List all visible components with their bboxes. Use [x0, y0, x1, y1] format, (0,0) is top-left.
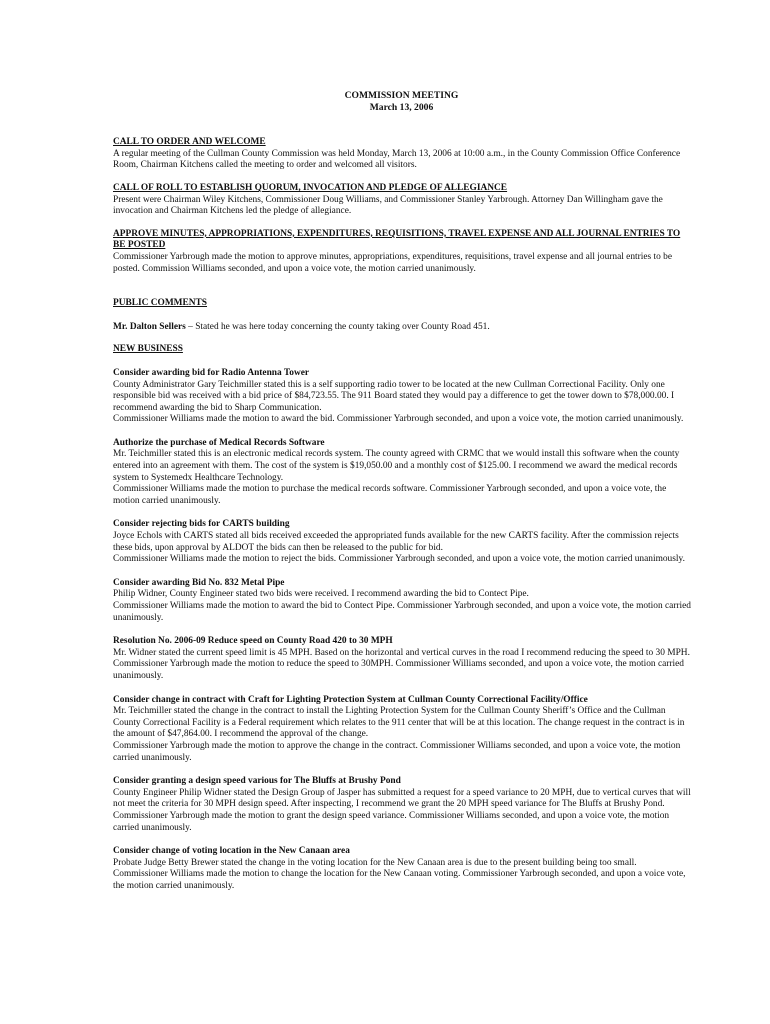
public-comment-speaker: Mr. Dalton Sellers — [113, 321, 186, 332]
approve-minutes-text: Commissioner Yarbrough made the motion to approve minutes, appropriations, expenditures, requisitions, travel expense and all journal entries to be posted. Commission Williams seconded, and upon a voice vote, the motion carried unanimously. — [113, 251, 672, 274]
business-item-heading: Consider change in contract with Craft for Lighting Protection System at Cullman County Correctional Facility/Office — [113, 694, 588, 705]
business-item — [113, 438, 691, 508]
business-item-motion: Commissioner Yarbrough made the motion to reduce the speed to 30MPH. Commissioner Williams seconded, and upon a voice vote, the motion carried unanimously. — [113, 659, 684, 681]
business-item-motion: Commissioner Williams made the motion to award the bid to Contect Pipe. Commissioner Yarbrough seconded, and upon a voice vote, the motion carried unanimously. — [113, 601, 691, 623]
business-item-body: Joyce Echols with CARTS stated all bids received exceeded the appropriated funds available for the new CARTS facility. After the commission rejects these bids, upon approval by ALDOT the bids can then be released to the public for bid. — [113, 531, 679, 553]
business-item — [113, 578, 691, 624]
document-content — [113, 90, 691, 892]
business-item-heading: Consider awarding bid for Radio Antenna Tower — [113, 367, 310, 378]
business-item-body: Probate Judge Betty Brewer stated the change in the voting location for the New Canaan area is due to the present building being too small. — [113, 857, 637, 868]
approve-minutes-section — [113, 229, 691, 275]
business-item — [113, 776, 691, 834]
business-item-heading: Authorize the purchase of Medical Records Software — [113, 437, 325, 448]
roll-call-text: Present were Chairman Wiley Kitchens, Commissioner Doug Williams, and Commissioner Stanley Yarbrough. Attorney Dan Willingham gave the invocation and Chairman Kitchens led the pledge of allegiance. — [113, 194, 663, 217]
public-comments-section — [113, 298, 691, 333]
business-item-heading: Consider change of voting location in the New Canaan area — [113, 846, 350, 857]
public-comment-text: – Stated he was here today concerning the county taking over County Road 451. — [185, 321, 490, 332]
business-item-body: Mr. Teichmiller stated the change in the contract to install the Lighting Protection System for the Cullman County Sheriff’s Office and the Cullman County Correctional Facility is a Federal requirement which relates to the 911 center that will be at this location. The change request in the contract is in the amount of $47,864.00. I recommend the approval of the change. — [113, 706, 685, 740]
public-comment-entry — [113, 322, 691, 334]
business-item-motion: Commissioner Yarbrough made the motion to grant the design speed variance. Commissioner Williams seconded, and upon a voice vote, the motion carried unanimously. — [113, 810, 670, 833]
business-item-heading: Consider granting a design speed various for The Bluffs at Brushy Pond — [113, 776, 401, 787]
business-item-body: Philip Widner, County Engineer stated two bids were received. I recommend awarding the bid to Contect Pipe. — [113, 589, 529, 600]
call-to-order-section — [113, 137, 691, 172]
business-item-heading: Resolution No. 2006-09 Reduce speed on County Road 420 to 30 MPH — [113, 636, 393, 647]
call-to-order-text: A regular meeting of the Cullman County Commission was held Monday, March 13, 2006 at 10:00 a.m., in the County Commission Office Conference Room, Chairman Kitchens called the meeting to order and welcomed all visitors. — [113, 148, 681, 171]
business-item-motion: Commissioner Yarbrough made the motion to approve the change in the contract. Commissioner Williams seconded, and upon a voice vote, the motion carried unanimously. — [113, 740, 681, 763]
new-business-heading: NEW BUSINESS — [113, 344, 183, 355]
business-item-motion: Commissioner Williams made the motion to purchase the medical records software. Commissioner Yarbrough seconded, and upon a voice vote, the motion carried unanimously. — [113, 484, 667, 506]
business-item-heading: Consider rejecting bids for CARTS building — [113, 519, 290, 530]
business-item-body: County Administrator Gary Teichmiller stated this is a self supporting radio tower to be located at the new Cullman Correctional Facility. Only one responsible bid was received with a bid price of $84,723.55. The 911 Board stated they would pay a difference to get the tower down to $78,000.00. I recommend awarding the bid to Sharp Communication. — [113, 379, 675, 413]
business-item-motion: Commissioner Williams made the motion to change the location for the New Canaan voting. Commissioner Yarbrough seconded, and upon a voice vote, the motion carried unanimously. — [113, 869, 686, 891]
new-business-section — [113, 344, 691, 892]
roll-call-section — [113, 183, 691, 218]
business-item — [113, 846, 691, 892]
business-item — [113, 519, 691, 565]
business-item — [113, 636, 691, 682]
business-item-body: County Engineer Philip Widner stated the Design Group of Jasper has submitted a request for a speed variance to 20 MPH, due to vertical curves that will not meet the criteria for 30 MPH design speed. After inspecting, I recommend we grant the 20 MPH speed variance for The Bluffs at Brushy Pond. — [113, 787, 691, 810]
call-to-order-heading: CALL TO ORDER AND WELCOME — [113, 137, 266, 148]
business-item-body: Mr. Widner stated the current speed limit is 45 MPH. Based on the horizontal and vertical curves in the road I recommend reducing the speed to 30 MPH. — [113, 647, 690, 658]
business-item-body: Mr. Teichmiller stated this is an electronic medical records system. The county agreed with CRMC that we would install this software when the county entered into an agreement with them. The cost of the system is $19,050.00 and a monthly cost of $125.00. I recommend we award the medical records system to Systemedx Healthcare Technology. — [113, 449, 680, 483]
business-item-heading: Consider awarding Bid No. 832 Metal Pipe — [113, 577, 285, 588]
approve-minutes-heading: APPROVE MINUTES, APPROPRIATIONS, EXPENDITURES, REQUISITIONS, TRAVEL EXPENSE AND ALL JOURNAL ENTRIES TO BE POSTED — [113, 228, 681, 251]
business-item-motion: Commissioner Williams made the motion to award the bid. Commissioner Yarbrough seconded, and upon a voice vote, the motion carried unanimously. — [113, 414, 684, 425]
meeting-title: COMMISSION MEETING — [344, 90, 459, 101]
business-item — [113, 695, 691, 765]
roll-call-heading: CALL OF ROLL TO ESTABLISH QUORUM, INVOCATION AND PLEDGE OF ALLEGIANCE — [113, 182, 508, 193]
business-item-motion: Commissioner Williams made the motion to reject the bids. Commissioner Yarbrough seconded, and upon a voice vote, the motion carried unanimously. — [113, 554, 685, 565]
meeting-date: March 13, 2006 — [369, 101, 434, 113]
business-item — [113, 368, 691, 426]
public-comments-heading: PUBLIC COMMENTS — [113, 298, 208, 309]
